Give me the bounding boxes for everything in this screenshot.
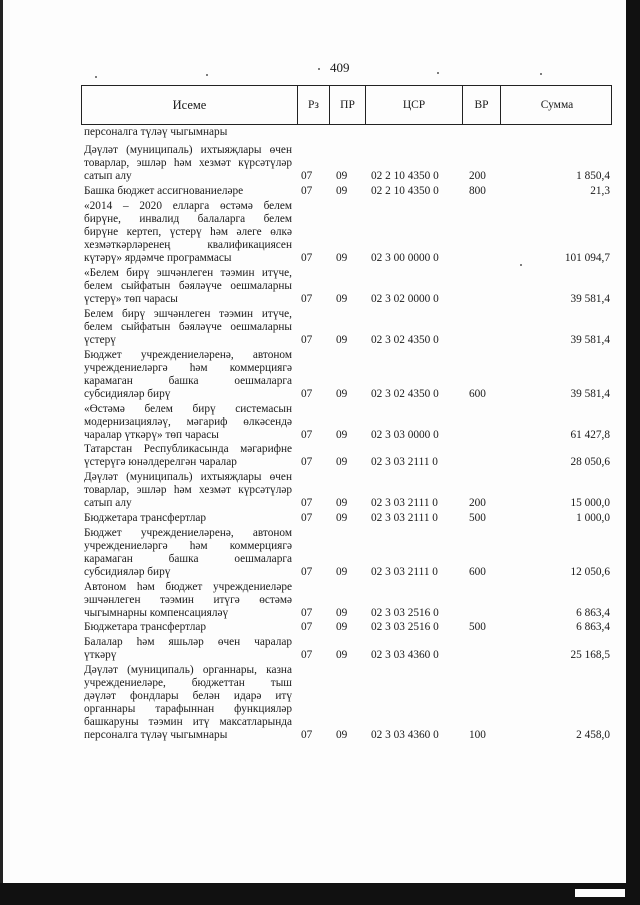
row-name xyxy=(81,349,292,401)
row-sum: 101 094,7 xyxy=(564,252,610,264)
row-csr: 02 3 02 4350 0 xyxy=(371,334,439,346)
row-csr: 02 3 03 2111 0 xyxy=(371,497,438,509)
table-row xyxy=(81,267,612,306)
header-sum: Сумма xyxy=(500,86,613,124)
row-name-line: бирүне кертеп, үстерү һәм әлеге өлкә xyxy=(84,226,292,238)
row-name-line: белем сыйфатын бәяләүче оешмаларны xyxy=(84,321,292,333)
row-name-line: күтәрү» ярдәмче программасы xyxy=(84,252,232,264)
row-name-line: Дәүләт (муниципаль) ихтыяҗлары өчен xyxy=(84,471,292,483)
row-name-line: модернизацияләү, мәгариф өлкәсендә xyxy=(84,416,292,428)
row-rz: 07 xyxy=(301,252,313,264)
row-name-line: Балалар һәм яшьләр өчен чаралар xyxy=(84,636,292,648)
row-name-line: Бюджетара трансфертлар xyxy=(84,512,207,524)
row-rz: 07 xyxy=(301,456,313,468)
row-name xyxy=(81,126,292,139)
row-name-line: товарлар, эшләр һәм хезмәт күрсәтүләр xyxy=(84,484,292,496)
row-csr: 02 3 03 4360 0 xyxy=(371,729,439,741)
row-name-line: «2014 – 2020 елларга өстәмә белем xyxy=(84,200,292,212)
row-rz: 07 xyxy=(301,649,313,661)
row-name-line: сатып алу xyxy=(84,170,132,182)
row-vr: 200 xyxy=(469,497,486,509)
header-name: Исеме xyxy=(172,97,207,112)
row-name-line: Татарстан Республикасында мәгарифне xyxy=(84,443,292,455)
row-rz: 07 xyxy=(301,185,313,197)
row-csr: 02 3 03 0000 0 xyxy=(371,429,439,441)
row-csr: 02 3 03 2516 0 xyxy=(371,621,439,633)
row-sum: 28 050,6 xyxy=(570,456,610,468)
table-row xyxy=(81,443,612,469)
row-csr: 02 3 03 2516 0 xyxy=(371,607,439,619)
scan-speck xyxy=(206,74,208,76)
row-csr: 02 2 10 4350 0 xyxy=(371,170,439,182)
row-sum: 25 168,5 xyxy=(570,649,610,661)
row-csr: 02 3 02 4350 0 xyxy=(371,388,439,400)
row-sum: 61 427,8 xyxy=(570,429,610,441)
row-name-line: карамаган башка оешмаларга xyxy=(84,375,292,387)
row-name-line: Белем бирү эшчәнлеген тәэмин итүче, xyxy=(84,308,292,320)
row-vr: 600 xyxy=(469,388,486,400)
row-pr: 09 xyxy=(336,429,348,441)
row-name-line: Дәүләт (муниципаль) ихтыяҗлары өчен xyxy=(84,144,292,156)
header-pr: ПР xyxy=(329,86,365,124)
row-sum: 1 850,4 xyxy=(576,170,610,182)
budget-table xyxy=(81,85,612,742)
row-csr: 02 3 02 0000 0 xyxy=(371,293,439,305)
row-rz: 07 xyxy=(301,170,313,182)
row-rz: 07 xyxy=(301,621,313,633)
row-name xyxy=(81,144,292,183)
row-pr: 09 xyxy=(336,566,348,578)
scan-edge-left xyxy=(0,0,3,905)
row-rz: 07 xyxy=(301,566,313,578)
row-name-line: үстерүгә юнәлдерелгән чаралар xyxy=(84,456,237,468)
row-csr: 02 3 03 2111 0 xyxy=(371,456,438,468)
scan-speck xyxy=(437,72,439,74)
row-name xyxy=(81,443,292,469)
row-csr: 02 3 03 4360 0 xyxy=(371,649,439,661)
row-name-line: учреждениеләргә һәм коммерциягә xyxy=(84,540,292,552)
row-csr: 02 3 03 2111 0 xyxy=(371,512,438,524)
row-pr: 09 xyxy=(336,607,348,619)
row-rz: 07 xyxy=(301,512,313,524)
row-name-line: чыгымнарны компенсацияләү xyxy=(84,607,229,619)
table-row xyxy=(81,471,612,510)
row-csr: 02 2 10 4350 0 xyxy=(371,185,439,197)
row-pr: 09 xyxy=(336,252,348,264)
row-rz: 07 xyxy=(301,429,313,441)
row-name-line: Автоном һәм бюджет учреждениеләре xyxy=(84,581,292,593)
row-pr: 09 xyxy=(336,293,348,305)
row-name-line: учреждениеләре, бюджеттан тыш xyxy=(84,677,292,689)
row-vr: 500 xyxy=(469,621,486,633)
row-name-line: «Белем бирү эшчәнлеген тәэмин итүче, xyxy=(84,267,292,279)
scan-edge-bottom xyxy=(0,883,640,905)
header-vr: ВР xyxy=(462,86,500,124)
row-sum: 39 581,4 xyxy=(570,293,610,305)
table-row xyxy=(81,126,612,139)
row-pr: 09 xyxy=(336,497,348,509)
row-rz: 07 xyxy=(301,497,313,509)
table-body xyxy=(81,126,612,742)
row-sum: 39 581,4 xyxy=(570,388,610,400)
header-rz: Рз xyxy=(297,86,329,124)
row-name-line: персоналга түләү чыгымнары xyxy=(84,126,228,138)
row-sum: 21,3 xyxy=(590,185,610,197)
row-name-line: дәүләт фондлары белән идарә итү xyxy=(84,690,292,702)
row-vr: 100 xyxy=(469,729,486,741)
row-vr: 600 xyxy=(469,566,486,578)
row-name xyxy=(81,664,292,742)
row-name xyxy=(81,403,292,442)
row-pr: 09 xyxy=(336,388,348,400)
row-name xyxy=(81,471,292,510)
row-pr: 09 xyxy=(336,649,348,661)
row-name-line: башкаруны тәэмин итү максатларында xyxy=(84,716,292,728)
row-csr: 02 3 03 2111 0 xyxy=(371,566,438,578)
row-pr: 09 xyxy=(336,456,348,468)
table-row xyxy=(81,144,612,183)
row-pr: 09 xyxy=(336,621,348,633)
row-name-line: Башка бюджет ассигнованиеләре xyxy=(84,185,244,197)
row-name-line: үткәрү xyxy=(84,649,117,661)
row-rz: 07 xyxy=(301,607,313,619)
row-name-line: белем сыйфатын бәяләүче оешмаларны xyxy=(84,280,292,292)
row-name-line: Бюджет учреждениеләренә, автоном xyxy=(84,527,292,539)
scan-speck xyxy=(95,76,97,78)
row-name xyxy=(81,200,292,265)
row-sum: 6 863,4 xyxy=(576,621,610,633)
table-row xyxy=(81,349,612,401)
row-rz: 07 xyxy=(301,388,313,400)
table-row xyxy=(81,512,612,525)
table-header xyxy=(81,85,612,125)
row-sum: 12 050,6 xyxy=(570,566,610,578)
row-pr: 09 xyxy=(336,729,348,741)
scan-speck xyxy=(540,73,542,75)
row-vr: 500 xyxy=(469,512,486,524)
row-name xyxy=(81,512,292,525)
row-name-line: учреждениеләргә һәм коммерциягә xyxy=(84,362,292,374)
row-sum: 6 863,4 xyxy=(576,607,610,619)
row-name-line: субсидияләр бирү xyxy=(84,388,171,400)
header-csr: ЦСР xyxy=(365,86,462,124)
row-name-line: сатып алу xyxy=(84,497,132,509)
table-row xyxy=(81,185,612,198)
row-name-line: чаралар үткәрү» төп чарасы xyxy=(84,429,219,441)
row-pr: 09 xyxy=(336,170,348,182)
row-name-line: Бюджетара трансфертлар xyxy=(84,621,207,633)
row-name-line: «Өстәмә белем бирү системасын xyxy=(84,403,292,415)
table-row xyxy=(81,581,612,620)
row-name xyxy=(81,581,292,620)
row-vr: 800 xyxy=(469,185,486,197)
scan-edge-right xyxy=(626,0,640,905)
row-name xyxy=(81,636,292,662)
row-pr: 09 xyxy=(336,185,348,197)
row-name xyxy=(81,527,292,579)
table-row xyxy=(81,664,612,742)
table-row xyxy=(81,308,612,347)
row-name-line: субсидияләр бирү xyxy=(84,566,171,578)
row-sum: 1 000,0 xyxy=(576,512,610,524)
row-name-line: органнары тарафыннан функцияләр xyxy=(84,703,292,715)
table-row xyxy=(81,636,612,662)
row-name-line: эшчәнлеген тәэмин итүгә өстәмә xyxy=(84,594,292,606)
row-rz: 07 xyxy=(301,293,313,305)
row-name-line: Дәүләт (муниципаль) органнары, казна xyxy=(84,664,292,676)
table-row xyxy=(81,527,612,579)
row-sum: 2 458,0 xyxy=(576,729,610,741)
row-name-line: Бюджет учреждениеләренә, автоном xyxy=(84,349,292,361)
table-row xyxy=(81,403,612,442)
row-pr: 09 xyxy=(336,512,348,524)
row-name-line: бирүне, инвалид балаларга белем xyxy=(84,213,292,225)
row-name-line: карамаган башка оешмаларга xyxy=(84,553,292,565)
row-name xyxy=(81,621,292,634)
row-rz: 07 xyxy=(301,334,313,346)
row-name xyxy=(81,185,292,198)
row-sum: 15 000,0 xyxy=(570,497,610,509)
table-row xyxy=(81,200,612,265)
row-name-line: персоналга түләү чыгымнары xyxy=(84,729,228,741)
row-name xyxy=(81,308,292,347)
row-name-line: үстерү xyxy=(84,334,116,346)
row-rz: 07 xyxy=(301,729,313,741)
row-name-line: үстерү» төп чарасы xyxy=(84,293,178,305)
row-csr: 02 3 00 0000 0 xyxy=(371,252,439,264)
table-row xyxy=(81,621,612,634)
page-number: 409 xyxy=(330,60,350,75)
row-name-line: хезмәткәрләренең квалификациясен xyxy=(84,239,292,251)
row-name xyxy=(81,267,292,306)
row-name-line: товарлар, эшләр һәм хезмәт күрсәтүләр xyxy=(84,157,292,169)
row-sum: 39 581,4 xyxy=(570,334,610,346)
scan-speck xyxy=(318,68,320,70)
scan-edge-gap xyxy=(575,889,625,897)
row-pr: 09 xyxy=(336,334,348,346)
row-vr: 200 xyxy=(469,170,486,182)
